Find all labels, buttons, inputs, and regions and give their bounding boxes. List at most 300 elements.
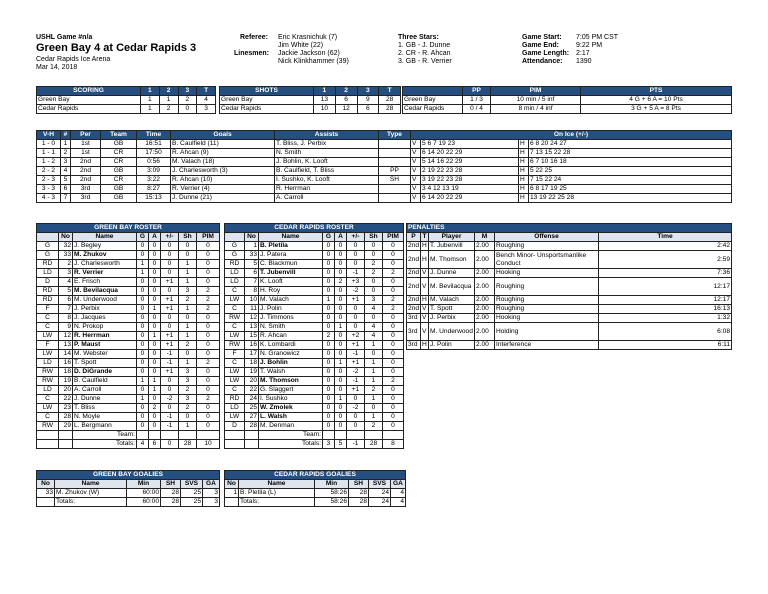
goalies-title: CEDAR RAPIDS GOALIES [225,471,406,480]
table-row [37,96,216,105]
table-cell: V [421,278,429,296]
table-cell [335,431,347,440]
table-cell [379,140,411,149]
column-header [403,87,463,96]
table-cell: M. Valach [259,296,323,305]
table-cell: B. Caulfield, T. Bliss [275,167,379,176]
table-cell: 0 [137,314,149,323]
table-cell: V [411,158,421,167]
table-cell: 1 [179,332,197,341]
table-cell: Totals: [55,498,127,507]
table-cell: G. Slaggert [259,386,323,395]
table-cell: 4 [197,96,216,105]
table-cell: -2 [347,368,365,377]
referee-1: Eric Krasnichuk (7) [278,34,338,41]
table-cell: 0 [335,413,347,422]
table-cell: J. Perbix [429,314,475,323]
table-cell: 0 [137,386,149,395]
table-cell: 3rd [71,185,101,194]
table-cell: 1 [137,395,149,404]
table-cell: -1 [347,377,365,386]
column-header: +/- [161,233,179,242]
table-cell: 9 [59,323,73,332]
column-header: On Ice (+/-) [411,131,732,140]
game-length: 2:17 [576,50,590,57]
table-cell: 3 [179,395,197,404]
table-cell: 6 [61,185,71,194]
player-row [225,332,404,341]
table-cell: Cedar Rapids [37,105,141,114]
table-cell: 6 [149,440,161,449]
table-cell: 2nd [71,167,101,176]
player-row [37,422,220,431]
table-cell: 0 [137,350,149,359]
table-cell: C. Blackmun [259,260,323,269]
goal-row [37,167,732,176]
column-header: PP [463,87,491,96]
player-row [37,386,220,395]
table-cell: 2nd [407,251,421,269]
table-cell: J. Charlesworth (3) [171,167,275,176]
table-cell: V [411,185,421,194]
table-cell: 13 [59,341,73,350]
table-header-row [37,131,732,140]
table-cell: 1 [149,305,161,314]
table-cell [225,431,245,440]
table-row [403,96,732,105]
table-cell: 0 [137,323,149,332]
table-cell: N. Smith [275,149,379,158]
table-cell: T. Spott [429,305,475,314]
table-cell: 0 [149,359,161,368]
table-cell: LD [37,269,59,278]
table-cell: 8 min / 4 inf [491,105,581,114]
table-cell: 2 [149,404,161,413]
player-row [37,269,220,278]
table-cell: 3rd [407,341,421,350]
table-header-row [37,233,220,242]
table-cell: H [519,140,529,149]
table-cell: 2 [61,149,71,158]
table-cell: 0 [323,413,335,422]
table-header-row [407,233,732,242]
table-cell: 2.00 [475,323,495,341]
table-cell: 4 G + 6 A = 10 Pts [581,96,732,105]
table-cell: 25 [181,498,203,507]
table-cell: Green Bay [37,96,141,105]
table-cell: 0 [137,332,149,341]
table-cell [379,158,411,167]
table-cell: 1 [179,260,197,269]
attendance-label: Attendance: [522,58,563,65]
table-cell: 33 [37,489,55,498]
table-cell: RD [37,287,59,296]
table-cell: 1 - 1 [37,149,61,158]
table-cell: Roughing [495,278,599,296]
table-cell: LW [37,404,59,413]
table-cell: M. Denman [259,422,323,431]
player-row [225,404,404,413]
table-cell: J. Perbix [73,305,137,314]
goal-row [37,158,732,167]
table-cell: 20 [59,386,73,395]
table-cell [379,149,411,158]
table-cell: 2.00 [475,296,495,305]
table-cell: +1 [161,305,179,314]
table-cell: J. Dunne [429,269,475,278]
table-cell: T. Spott [73,359,137,368]
player-row [225,377,404,386]
table-cell: 1 [365,359,383,368]
attendance: 1390 [576,58,592,65]
player-row [37,278,220,287]
player-row [225,440,404,449]
table-cell: 0 [383,323,404,332]
player-row [225,431,404,440]
table-cell: Green Bay [220,96,314,105]
arena-name: Cedar Rapids Ice Arena [36,56,111,63]
table-cell: V [421,269,429,278]
column-header: Name [259,233,323,242]
penalty-row [407,278,732,296]
table-cell: 0 [178,105,197,114]
table-cell: GB [101,194,137,203]
table-cell: Interference [495,341,599,350]
table-cell: 2 [383,377,404,386]
column-header: Time [137,131,171,140]
table-cell: H [519,149,529,158]
table-cell: 0 [149,368,161,377]
table-cell: Roughing [495,305,599,314]
table-cell: 1:32 [599,314,732,323]
table-cell: PP [379,167,411,176]
table-cell: V [411,167,421,176]
table-cell: 6 7 10 16 18 [529,158,732,167]
table-cell: 0 [137,251,149,260]
table-cell: M. Underwood [429,323,475,341]
table-cell: 3 [179,377,197,386]
table-cell: -1 [347,440,365,449]
table-cell: R. Ahcan [259,332,323,341]
table-cell: G [37,251,59,260]
table-cell: 0 [149,278,161,287]
table-cell: 4 [137,440,149,449]
table-cell: 0 [137,413,149,422]
table-cell: 3rd [71,194,101,203]
table-cell: 0 [365,287,383,296]
table-cell: 7 [245,278,259,287]
table-cell: 0 [365,251,383,260]
table-cell: 0 [365,242,383,251]
table-cell: 8 [59,314,73,323]
table-cell: 0 [365,278,383,287]
table-cell: RW [37,422,59,431]
referee-2: Jim White (22) [278,42,324,49]
table-cell: 20 [245,377,259,386]
table-cell: 0 [197,350,220,359]
table-cell: 28 [161,498,181,507]
table-cell: -1 [347,350,365,359]
table-cell: 0 [365,314,383,323]
table-cell: -2 [347,287,365,296]
table-cell: 4 [61,167,71,176]
table-cell: 1 [179,323,197,332]
table-cell: 6 8 17 19 25 [529,185,732,194]
table-cell: 3 G + 5 A = 8 Pts [581,105,732,114]
table-cell: 17:50 [137,149,171,158]
table-cell: 0 [197,386,220,395]
table-cell: 0 [197,413,220,422]
table-cell [245,440,259,449]
table-cell: T. Bliss, J. Perbix [275,140,379,149]
table-cell: 12:17 [599,296,732,305]
table-cell: 0 [383,314,404,323]
table-cell: J. Dunne [73,395,137,404]
table-cell: V [411,140,421,149]
table-cell: 3 [59,269,73,278]
table-cell: 0 [335,260,347,269]
table-cell: 3 [365,296,383,305]
player-row [37,359,220,368]
table-cell: 1 [159,96,178,105]
star-2: 2. CR - R. Ahcan [398,50,451,57]
table-row [220,105,401,114]
player-row [37,404,220,413]
table-cell: 0 [383,260,404,269]
column-header [37,233,59,242]
table-cell: 0 [335,368,347,377]
table-cell: 0 [149,242,161,251]
table-cell: Bench Minor- Unsportsmanlike Conduct [495,251,599,269]
table-cell: K. Looft [259,278,323,287]
table-cell: +1 [347,296,365,305]
table-cell: 0 [335,269,347,278]
table-cell: 19 [59,377,73,386]
table-cell: 18 [59,368,73,377]
table-cell: 0 [179,242,197,251]
table-cell: -1 [161,350,179,359]
table-cell: 0 [335,386,347,395]
table-cell: C [37,395,59,404]
table-cell: 0 [323,368,335,377]
player-row [37,440,220,449]
table-cell: K. Lombardi [259,341,323,350]
table-cell: 2nd [408,305,420,312]
table-cell: A. Carroll [73,386,137,395]
table-cell: 0 [149,269,161,278]
column-header: No [245,233,259,242]
table-header-row [225,233,404,242]
table-cell: 0 [149,422,161,431]
column-header: T [197,87,216,96]
table-cell: 5 [245,260,259,269]
table-cell: 1 [141,96,160,105]
table-cell [365,431,383,440]
column-header: PIM [383,233,404,242]
table-cell: -2 [347,404,365,413]
table-cell: 0 [323,260,335,269]
table-cell: 0 [197,242,220,251]
table-cell: J. Begley [73,242,137,251]
table-cell: 1 [179,422,197,431]
table-cell: 15:13 [137,194,171,203]
linesmen-label: Linesmen: [234,50,270,57]
table-cell: 2 [179,341,197,350]
table-cell: E. Frisch [73,278,137,287]
table-cell: LW [225,377,245,386]
table-cell: 0 [335,242,347,251]
table-cell: RW [225,314,245,323]
table-cell: 28 [245,422,259,431]
table-cell: 0 [335,251,347,260]
table-cell: 1 - 0 [37,140,61,149]
column-header: G [323,233,335,242]
table-cell: 0 [179,413,197,422]
table-cell: 5 [61,176,71,185]
table-cell: RW [225,341,245,350]
table-cell: 2 - 3 [37,176,61,185]
table-cell: M. Thomson [429,251,475,269]
player-row [225,269,404,278]
table-cell: 29 [59,422,73,431]
table-cell: 13 19 22 25 28 [529,194,732,203]
penalty-row [407,242,732,251]
column-header: Goals [171,131,275,140]
table-cell: 6 [245,269,259,278]
column-header: GA [203,480,220,489]
table-cell: G [225,251,245,260]
column-header: 3 [178,87,197,96]
table-cell: B. Caulfield [73,377,137,386]
table-cell: 3 - 3 [37,185,61,194]
column-header: M [475,233,495,242]
table-cell: 0 [323,404,335,413]
player-row [37,332,220,341]
table-cell: J. Timmons [259,314,323,323]
player-row [225,305,404,314]
table-cell [383,431,404,440]
column-header: SHOTS [220,87,314,96]
player-row [37,395,220,404]
table-cell: GB [101,185,137,194]
column-header: 1 [141,87,160,96]
table-cell: 1 [137,260,149,269]
player-row [225,413,404,422]
column-header: Min [127,480,161,489]
table-cell: P. Maust [73,341,137,350]
table-cell: 2.00 [475,242,495,251]
table-cell: C [225,359,245,368]
table-cell: 2.00 [475,269,495,278]
player-row [37,341,220,350]
table-cell: F [37,341,59,350]
table-cell: 1 [365,341,383,350]
table-cell: 2.00 [475,278,495,296]
table-cell: 2 [335,278,347,287]
table-cell: 6 [59,296,73,305]
table-cell: 2 [197,305,220,314]
table-cell: G [225,242,245,251]
table-cell: 0 [323,386,335,395]
table-cell: T. Jubenvill [429,242,475,251]
table-cell: 0 [323,341,335,350]
table-cell: 0 [323,395,335,404]
table-cell: 1 [137,269,149,278]
table-cell: 12:17 [599,278,732,296]
table-cell: -1 [161,359,179,368]
player-row [37,296,220,305]
column-header: No [225,480,239,489]
table-cell: +1 [161,278,179,287]
table-cell: Hooking [495,314,599,323]
table-cell: 2.00 [475,305,495,314]
table-cell: J. Polin [429,341,475,350]
table-cell: 6 [357,105,379,114]
table-cell: 10 [245,296,259,305]
column-header: P [407,233,421,242]
column-header: Name [239,480,315,489]
table-cell: 0 [179,314,197,323]
table-cell: 3 [323,440,335,449]
table-cell [323,431,335,440]
table-cell: C [225,386,245,395]
table-cell: 0 [383,404,404,413]
table-cell: H [421,251,429,269]
table-cell [59,431,73,440]
table-cell: +1 [161,332,179,341]
table-cell: 2.00 [475,341,495,350]
table-cell: 2nd [408,296,420,303]
table-cell: 0 [137,296,149,305]
penalty-row [407,296,732,305]
column-header: A [335,233,347,242]
table-cell: 1 [323,296,335,305]
table-cell: +1 [161,368,179,377]
table-cell: 0 [383,251,404,260]
table-cell: 3rd [407,323,421,341]
table-cell: 18 [245,359,259,368]
column-header: No [59,233,73,242]
table-cell: M. Bevilacqua [429,278,475,296]
table-cell: 0 [383,413,404,422]
table-cell: 0 [149,395,161,404]
goalie-row [225,489,406,498]
table-cell: Holding [495,323,599,341]
table-row [37,105,216,114]
star-1: 1. GB - J. Dunne [398,42,451,49]
table-cell: F [225,350,245,359]
column-header: Type [379,131,411,140]
table-cell: I. Sushko [259,395,323,404]
table-cell: 1 [149,332,161,341]
table-cell: R. Verrier [73,269,137,278]
table-cell: 3:09 [137,167,171,176]
table-cell: 2 [197,359,220,368]
column-header: 1 [314,87,336,96]
table-cell: M. Zhukov (W) [55,489,127,498]
table-cell: 13 [245,323,259,332]
table-cell: 1 [141,105,160,114]
table-cell: 24 [245,395,259,404]
player-row [225,251,404,260]
table-cell: 2 [179,386,197,395]
table-cell [37,440,59,449]
player-row [37,431,220,440]
table-cell: Totals: [73,440,137,449]
player-row [37,368,220,377]
scoring-table [36,86,216,114]
table-cell: RD [37,296,59,305]
